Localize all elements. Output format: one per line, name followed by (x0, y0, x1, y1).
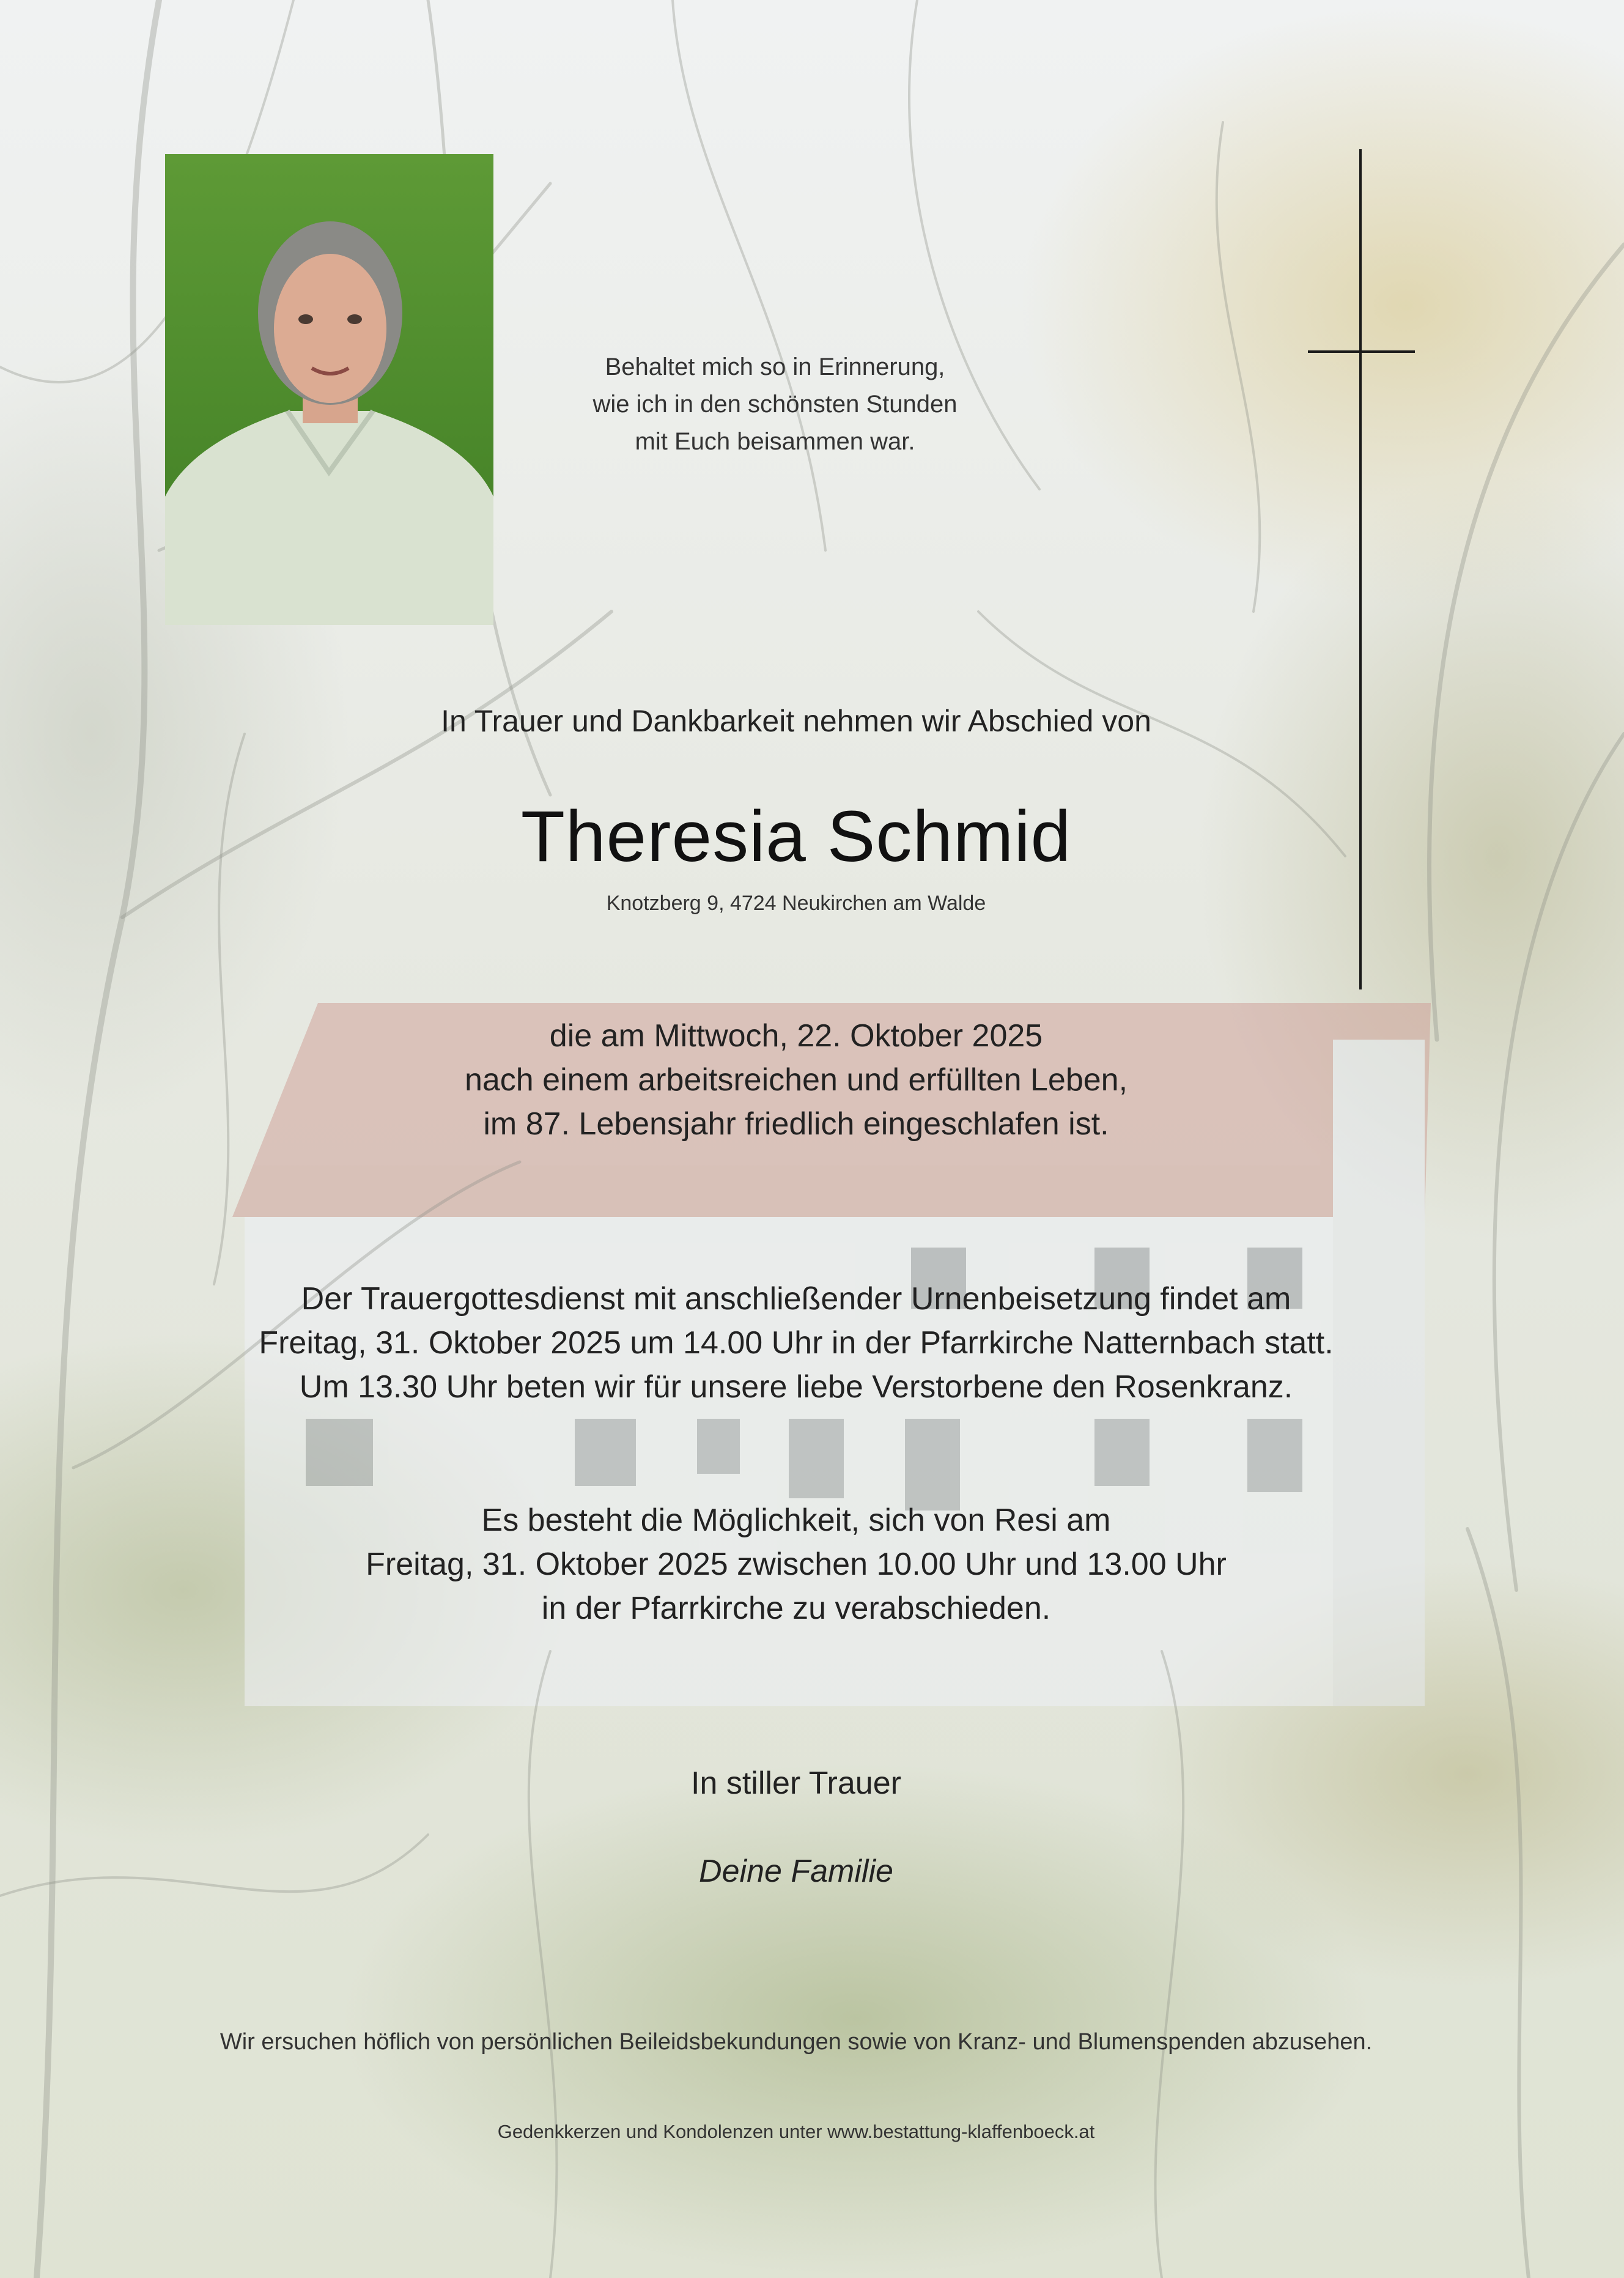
deceased-name: Theresia Schmid (520, 796, 1072, 877)
funeral-service-info (0, 1277, 1592, 1409)
footer-website-note: Gedenkkerzen und Kondolenzen unter www.bestattung-klaffenboeck.at (497, 2121, 1095, 2142)
intro-text: In Trauer und Dankbarkeit nehmen wir Abschied von (441, 704, 1151, 738)
passing-announcement (0, 1014, 1592, 1146)
passing-line-1: die am Mittwoch, 22. Oktober 2025 (549, 1018, 1043, 1054)
mourning-text: In stiller Trauer (691, 1766, 901, 1801)
farewell-line-1: Es besteht die Möglichkeit, sich von Resi am (481, 1503, 1111, 1538)
deceased-address: Knotzberg 9, 4724 Neukirchen am Walde (606, 892, 986, 915)
service-line-3: Um 13.30 Uhr beten wir für unsere liebe Verstorbene den Rosenkranz. (299, 1369, 1293, 1405)
cross-horizontal-bar (1308, 350, 1415, 353)
family-signature: Deine Familie (699, 1854, 893, 1889)
passing-line-2: nach einem arbeitsreichen und erfüllten Leben, (464, 1062, 1128, 1098)
condolence-request: Wir ersuchen höflich von persönlichen Beileidsbekundungen sowie von Kranz- und Blumenspenden abzusehen. (220, 2029, 1373, 2055)
farewell-line-3: in der Pfarrkirche zu verabschieden. (541, 1591, 1051, 1626)
service-line-1: Der Trauergottesdienst mit anschließender Urnenbeisetzung findet am (301, 1281, 1291, 1317)
service-line-2: Freitag, 31. Oktober 2025 um 14.00 Uhr in der Pfarrkirche Natternbach statt. (259, 1325, 1334, 1361)
farewell-line-2: Freitag, 31. Oktober 2025 zwischen 10.00 Uhr und 13.00 Uhr (366, 1547, 1227, 1582)
passing-line-3: im 87. Lebensjahr friedlich eingeschlafen ist. (483, 1106, 1109, 1142)
quote-line-1: Behaltet mich so in Erinnerung, (605, 353, 945, 380)
quote-line-2: wie ich in den schönsten Stunden (592, 391, 958, 418)
quote-line-3: mit Euch beisammen war. (635, 428, 915, 455)
memorial-quote (511, 349, 1039, 460)
farewell-info (0, 1498, 1592, 1630)
portrait-photo (165, 154, 493, 625)
